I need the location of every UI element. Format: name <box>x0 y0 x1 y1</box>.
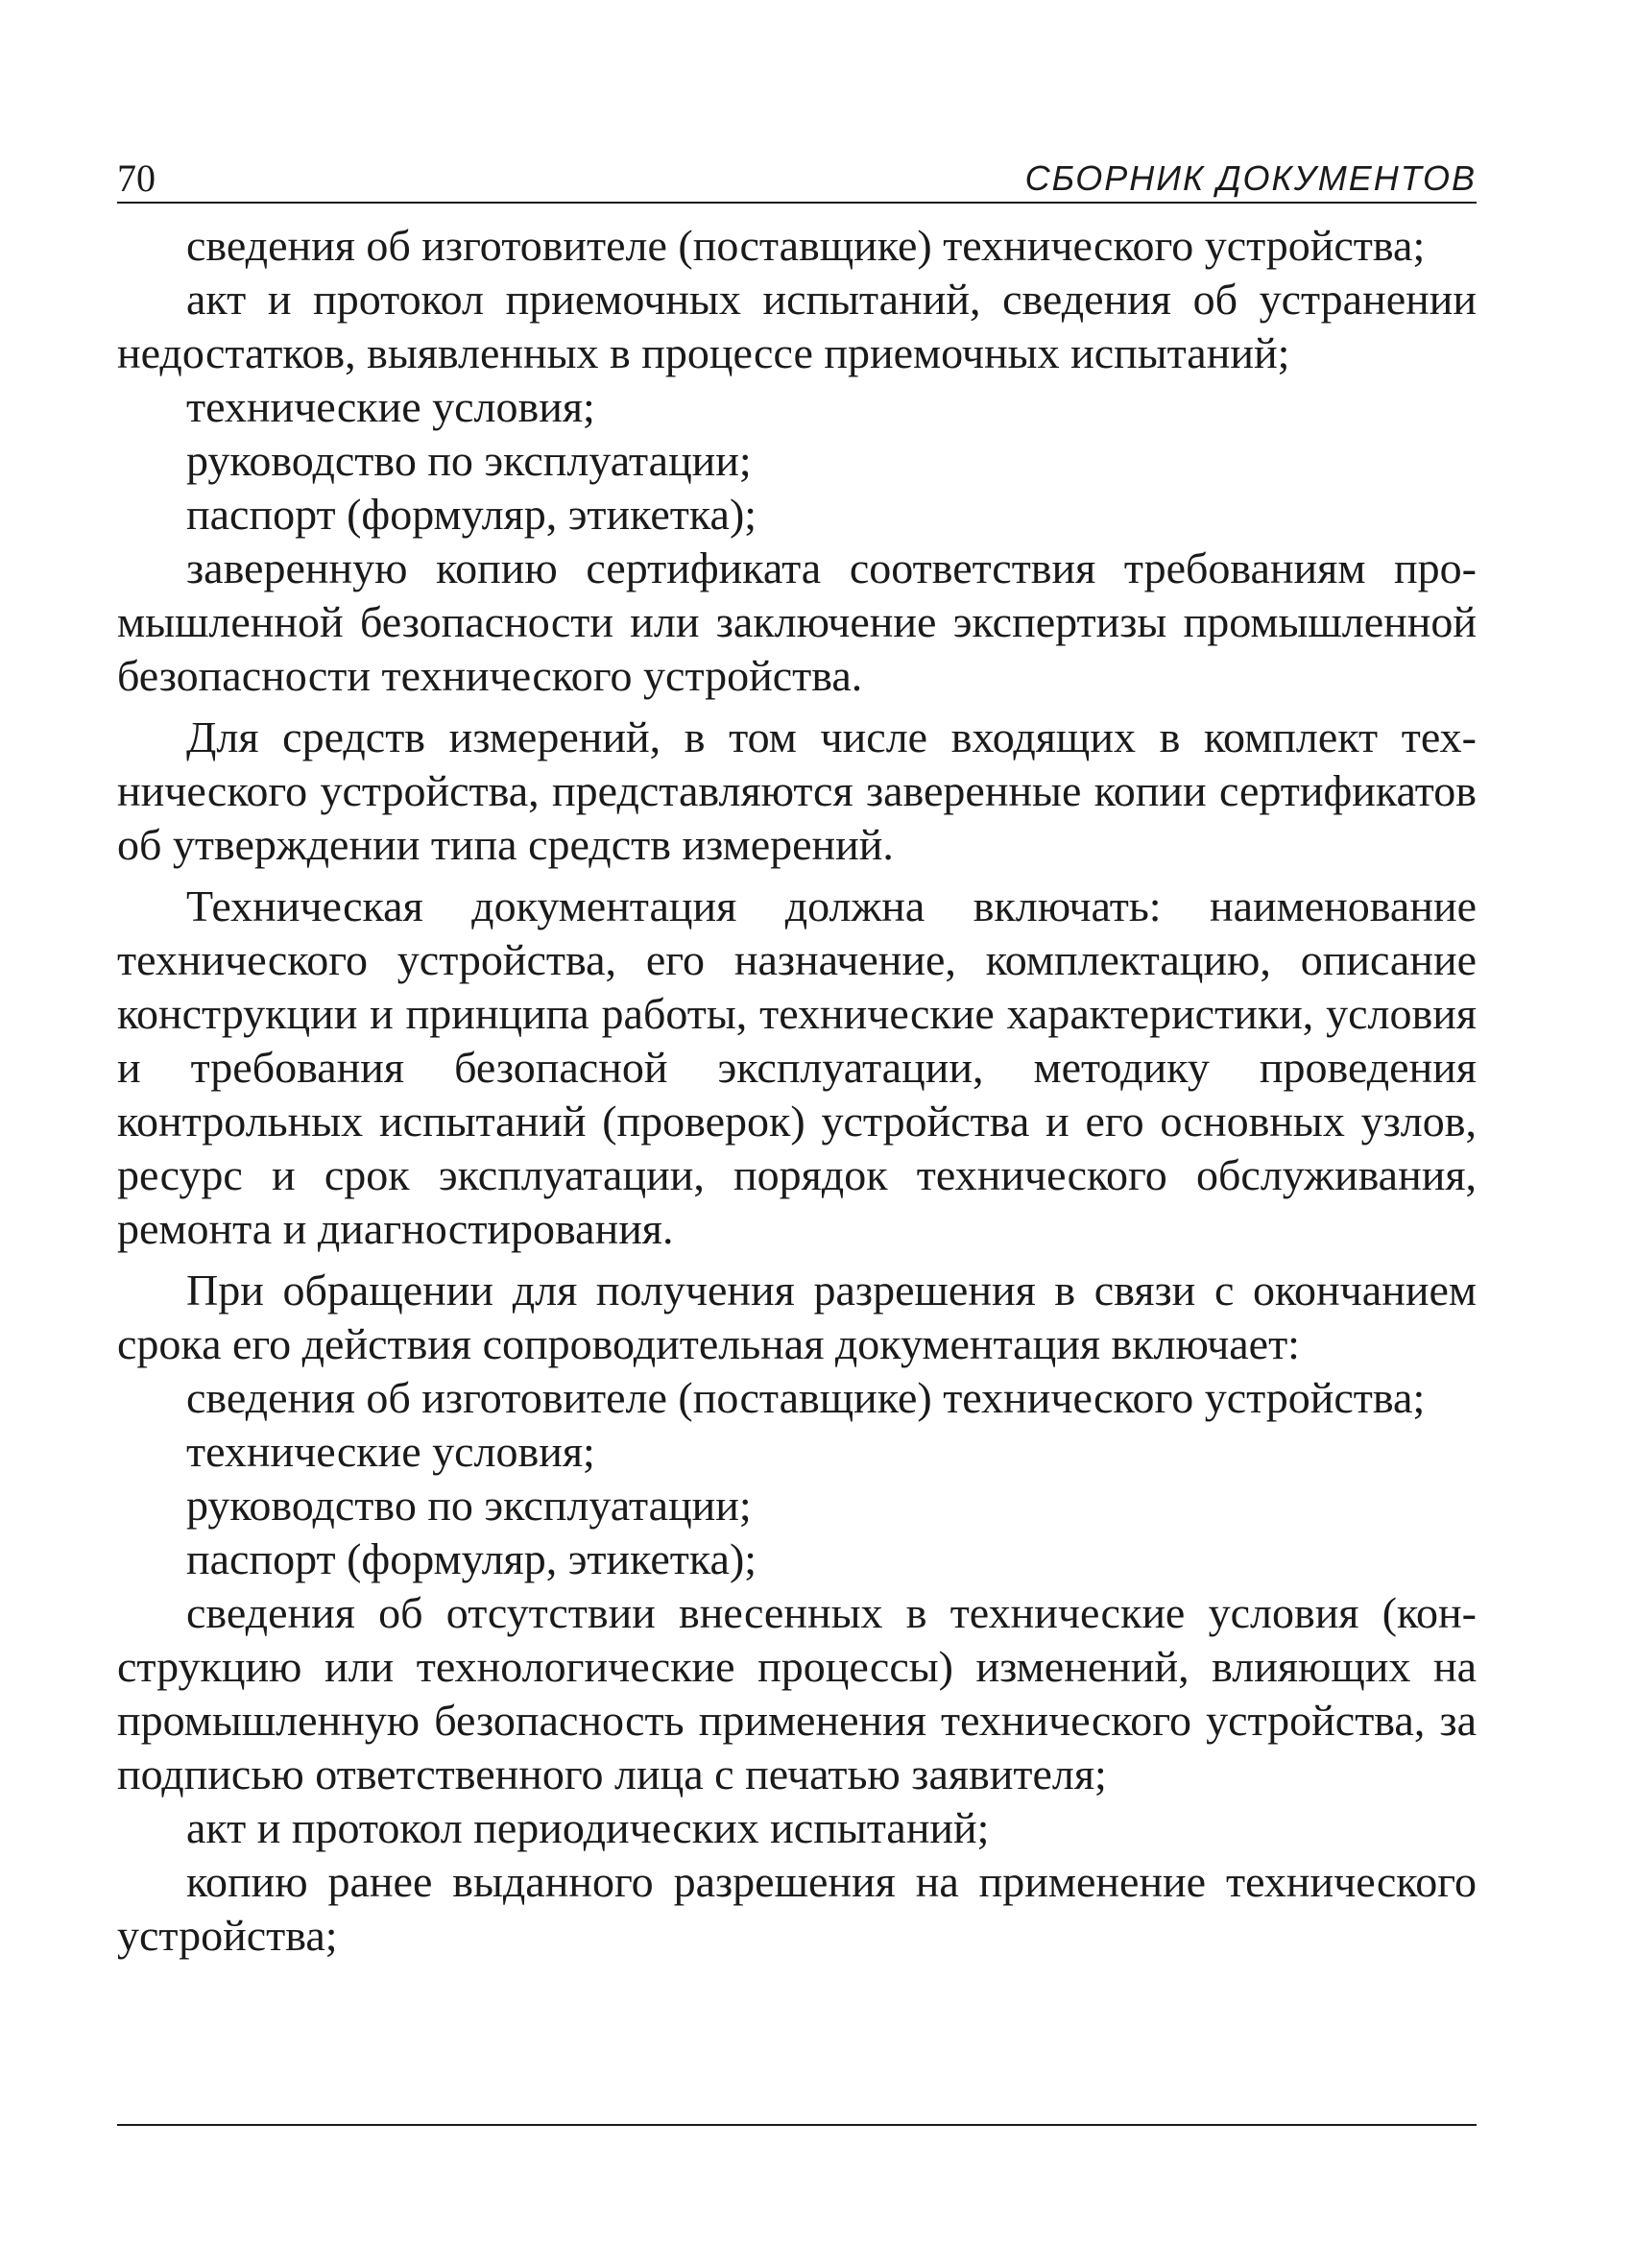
paragraph: заверенную копию сертификата соответствия требованиям промышленной безопасности или заключение экспертизы промышленной безопасности технического устройства. <box>117 543 1477 700</box>
paragraph: При обращении для получения разрешения в связи с окончанием срока его действия сопроводительная документация включает: <box>117 1266 1477 1368</box>
paragraph: руководство по эксплуатации; <box>186 436 752 485</box>
bottom-rule <box>117 2124 1477 2126</box>
paragraph: руководство по эксплуатации; <box>186 1481 752 1530</box>
page-number: 70 <box>117 157 156 200</box>
paragraph: паспорт (формуляр, этикетка); <box>186 1534 757 1583</box>
body-text <box>117 219 1477 1963</box>
paragraph: сведения об изготовителе (поставщике) технического устройства; <box>186 1373 1426 1422</box>
paragraph: акт и протокол периодических испытаний; <box>186 1803 990 1852</box>
paragraph: паспорт (формуляр, этикетка); <box>186 490 757 539</box>
running-header <box>117 144 1477 204</box>
paragraph: технические условия; <box>186 382 595 431</box>
paragraph: сведения об отсутствии внесенных в технические условия (конструкцию или технологические процессы) изменений, влияющих на промышленную безопасность применения технического устройства, за подписью ответственного лица с печатью заявителя; <box>117 1588 1477 1798</box>
paragraph: копию ранее выданного разрешения на применение технического устройства; <box>117 1857 1477 1960</box>
paragraph: сведения об изготовителе (поставщике) технического устройства; <box>186 221 1426 270</box>
paragraph: Для средств измерений, в том числе входящих в комплект технического устройства, представляются заверенные копии сертификатов об утверждении типа средств измерений. <box>117 712 1477 869</box>
running-title: СБОРНИК ДОКУМЕНТОВ <box>1024 158 1477 198</box>
paragraph: акт и протокол приемочных испытаний, сведения об устранении недостатков, выявленных в процессе приемочных испытаний; <box>117 275 1477 377</box>
paragraph: технические условия; <box>186 1427 595 1476</box>
paragraph: Техническая документация должна включать: наименование технического устройства, его назначение, комплектацию, описание конструкции и принципа работы, технические характеристики, условия и требования безопасной эксплуатации, методику проведения контрольных испытаний (проверок) устройства и его основных узлов, ресурс и срок эксплуатации, порядок технического обслуживания, ремонта и диагностирования. <box>117 881 1477 1253</box>
